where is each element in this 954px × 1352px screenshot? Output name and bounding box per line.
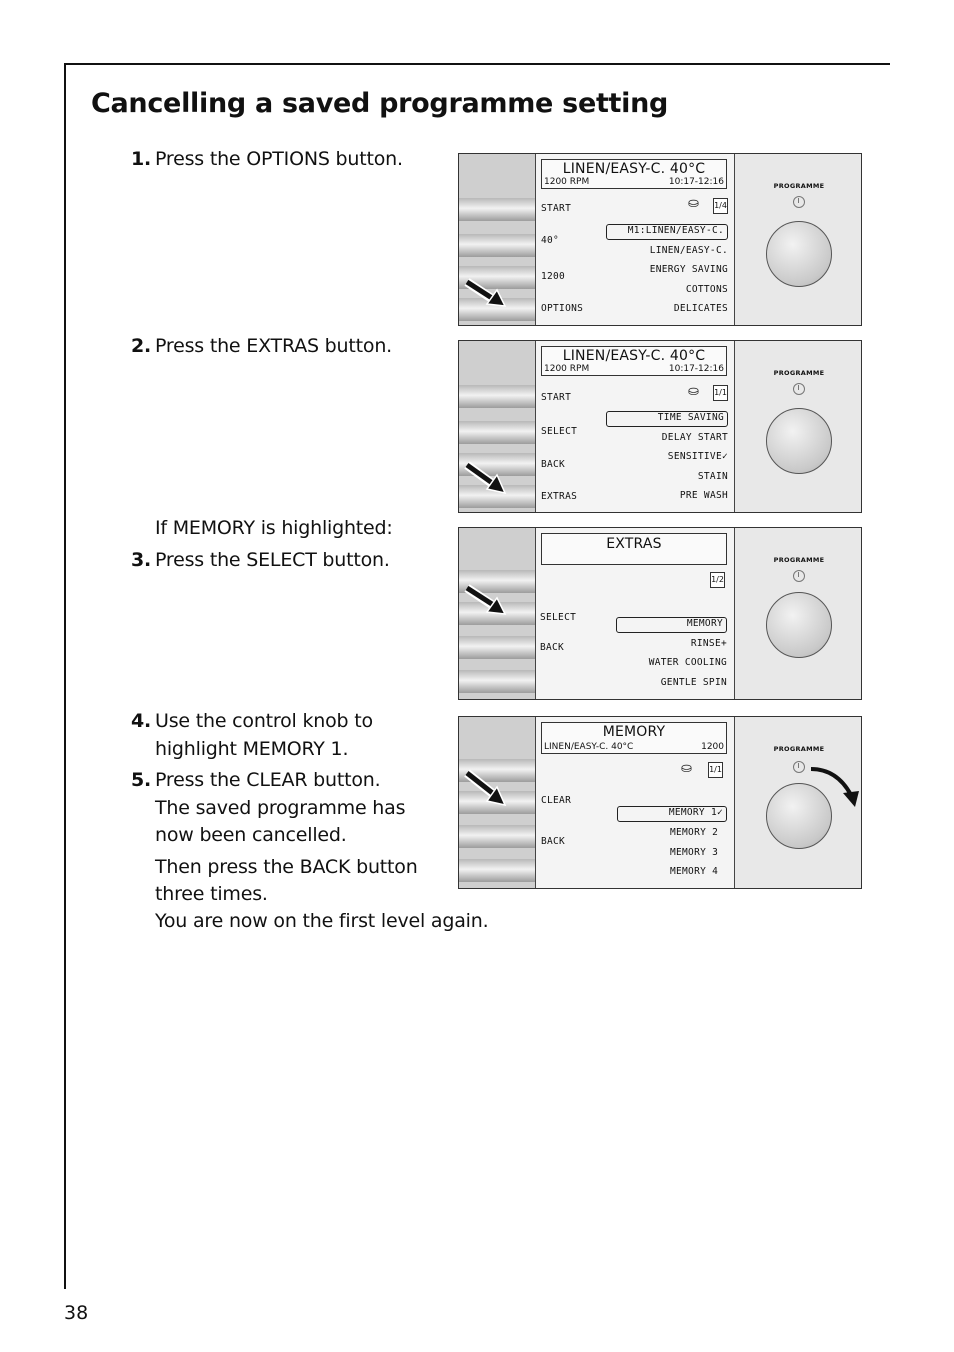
back-text-line1: Then press the BACK button xyxy=(155,856,418,878)
label-start: START xyxy=(541,203,572,214)
side-button-strip xyxy=(459,528,536,699)
menu-item[interactable]: ENERGY SAVING xyxy=(649,264,728,275)
programme-label: PROGRAMME xyxy=(773,369,825,377)
wash-basin-icon: ⛀ xyxy=(688,196,699,211)
first-level-text: You are now on the first level again. xyxy=(155,910,489,932)
menu-item[interactable]: DELAY START xyxy=(661,432,728,443)
rotate-arrow-icon xyxy=(805,761,861,809)
display-title: MEMORY xyxy=(602,724,666,740)
step-4-text-line1: Use the control knob to xyxy=(155,710,373,732)
menu-item[interactable]: GENTLE SPIN xyxy=(660,677,727,688)
step-3-text: Press the SELECT button. xyxy=(155,549,390,571)
menu-item[interactable]: WATER COOLING xyxy=(648,657,727,668)
label-start: START xyxy=(541,392,572,403)
programme-knob[interactable] xyxy=(766,408,832,474)
power-indicator-icon xyxy=(793,761,805,773)
page-fraction-icon: 1/4 xyxy=(713,198,728,214)
display-screen xyxy=(536,528,735,699)
press-arrow-icon xyxy=(459,528,535,700)
control-panel-memory xyxy=(458,716,862,889)
display-subtitle-right: 10:17-12:16 xyxy=(668,177,724,187)
display-header xyxy=(541,346,727,376)
frame-left-rule xyxy=(64,63,66,1289)
step-2-text: Press the EXTRAS button. xyxy=(155,335,392,357)
control-panel-extras xyxy=(458,340,862,513)
power-indicator-icon xyxy=(793,196,805,208)
page-fraction-icon: 1/2 xyxy=(710,572,725,588)
step-5-text: Press the CLEAR button. xyxy=(155,769,381,791)
programme-label: PROGRAMME xyxy=(773,182,825,190)
press-arrow-icon xyxy=(459,341,535,513)
menu-item-selected[interactable]: TIME SAVING xyxy=(606,411,728,427)
wash-basin-icon: ⛀ xyxy=(688,384,699,399)
display-title: LINEN/EASY-C. 40°C xyxy=(562,348,706,364)
wash-basin-icon: ⛀ xyxy=(681,761,692,776)
display-header xyxy=(541,159,727,189)
side-button-strip xyxy=(459,717,536,888)
display-header xyxy=(541,722,727,754)
memory-condition-text: If MEMORY is highlighted: xyxy=(155,517,393,539)
display-subtitle-right: 10:17-12:16 xyxy=(668,364,724,374)
knob-area xyxy=(735,341,862,512)
programme-knob[interactable] xyxy=(766,221,832,287)
label-back: BACK xyxy=(541,459,566,470)
menu-item[interactable]: DELICATES xyxy=(673,303,728,314)
display-subtitle-left: 1200 RPM xyxy=(544,177,590,187)
menu-item[interactable]: STAIN xyxy=(697,471,728,482)
back-text-line2: three times. xyxy=(155,883,268,905)
step-3-number: 3. xyxy=(131,549,152,571)
page-title: Cancelling a saved programme setting xyxy=(91,88,669,119)
cancelled-text-line1: The saved programme has xyxy=(155,797,406,819)
menu-item[interactable]: SENSITIVE✓ xyxy=(667,451,728,462)
menu-item[interactable]: LINEN/EASY-C. xyxy=(649,245,728,256)
menu-item[interactable]: MEMORY 3 xyxy=(670,847,719,858)
display-title: EXTRAS xyxy=(606,536,662,552)
programme-knob[interactable] xyxy=(766,592,832,658)
label-temperature: 40° xyxy=(541,235,560,246)
display-screen xyxy=(536,154,735,325)
menu-item-selected[interactable]: MEMORY xyxy=(616,617,727,633)
display-subtitle-left: LINEN/EASY-C. 40°C xyxy=(544,742,634,752)
programme-label: PROGRAMME xyxy=(773,556,825,564)
side-button-strip xyxy=(459,341,536,512)
page-fraction-icon: 1/1 xyxy=(708,762,723,778)
label-options: OPTIONS xyxy=(541,303,584,314)
label-extras: EXTRAS xyxy=(541,491,578,502)
control-panel-select xyxy=(458,527,862,700)
display-subtitle-right: 1200 xyxy=(701,742,724,752)
knob-area xyxy=(735,717,862,888)
label-back: BACK xyxy=(540,642,565,653)
press-arrow-icon xyxy=(459,717,535,889)
display-subtitle-left: 1200 RPM xyxy=(544,364,590,374)
step-4-number: 4. xyxy=(131,710,152,732)
menu-item-selected[interactable]: M1:LINEN/EASY-C. xyxy=(606,224,728,240)
knob-area xyxy=(735,154,862,325)
menu-item[interactable]: PRE WASH xyxy=(679,490,728,501)
label-spin: 1200 xyxy=(541,271,566,282)
page-fraction-icon: 1/1 xyxy=(713,385,728,401)
display-header xyxy=(541,533,727,565)
menu-item[interactable]: RINSE+ xyxy=(690,638,727,649)
knob-area xyxy=(735,528,862,699)
menu-item[interactable]: COTTONS xyxy=(685,284,728,295)
power-indicator-icon xyxy=(793,383,805,395)
step-5-number: 5. xyxy=(131,769,152,791)
step-2-number: 2. xyxy=(131,335,152,357)
step-1-text: Press the OPTIONS button. xyxy=(155,148,403,170)
display-title: LINEN/EASY-C. 40°C xyxy=(562,161,706,177)
label-back: BACK xyxy=(541,836,566,847)
label-clear: CLEAR xyxy=(541,795,572,806)
page-number: 38 xyxy=(64,1302,89,1324)
programme-label: PROGRAMME xyxy=(773,745,825,753)
label-select: SELECT xyxy=(541,426,578,437)
menu-item[interactable]: MEMORY 4 xyxy=(670,866,719,877)
power-indicator-icon xyxy=(793,570,805,582)
control-panel-options xyxy=(458,153,862,326)
menu-item-selected[interactable]: MEMORY 1✓ xyxy=(617,806,727,822)
cancelled-text-line2: now been cancelled. xyxy=(155,824,347,846)
side-button-strip xyxy=(459,154,536,325)
display-screen xyxy=(536,341,735,512)
frame-top-rule xyxy=(64,63,890,65)
label-select: SELECT xyxy=(540,612,577,623)
step-1-number: 1. xyxy=(131,148,152,170)
step-4-text-line2: highlight MEMORY 1. xyxy=(155,738,349,760)
menu-item[interactable]: MEMORY 2 xyxy=(670,827,719,838)
display-screen xyxy=(536,717,735,888)
press-arrow-icon xyxy=(459,154,535,326)
